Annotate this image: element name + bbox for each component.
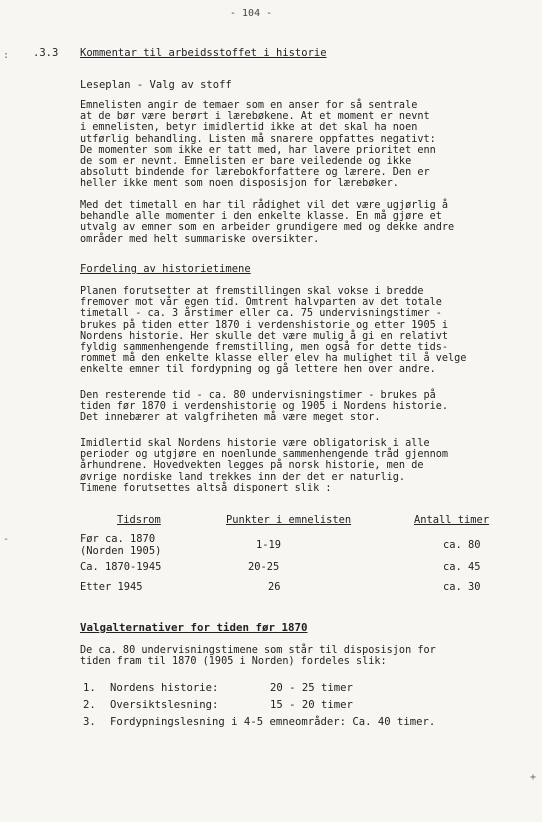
text-line: de som er nevnt. Emnelisten er bare veiledende og ikke (80, 156, 412, 168)
text-line: at de bør være berørt i lærebøkene. At et moment er nevnt (80, 111, 430, 123)
table-cell-timer: ca. 80 (443, 539, 481, 551)
list-number: 3. (83, 716, 96, 728)
text-line: timetall - ca. 3 årstimer eller ca. 75 undervisningstimer - (80, 308, 442, 320)
table-cell-timer: ca. 30 (443, 581, 481, 593)
paragraph-emnelisten (80, 100, 510, 190)
list-label: Oversiktslesning: (110, 699, 219, 711)
table-header-tidsrom: Tidsrom (117, 514, 161, 526)
text-line: Det innebærer at valgfriheten må være meget stor. (80, 412, 381, 424)
text-line: fyldig sammenhengende fremstilling, men også for dette tids- (80, 342, 449, 354)
table-header-antall: Antall timer (414, 514, 490, 526)
text-line: De momenter som ikke er tatt med, har lavere prioritet enn (80, 144, 436, 156)
list-number: 1. (83, 682, 96, 694)
paragraph-planen (80, 286, 510, 376)
margin-mark: - (3, 534, 10, 545)
text-line: århundrene. Hovedvekten legges på norsk historie, men de (80, 460, 424, 472)
paragraph-timetall (80, 200, 510, 245)
table-cell-tidsrom: Ca. 1870-1945 (80, 561, 162, 573)
text-line: absolutt bindende for lærebokforfattere og lærere. Den er (80, 167, 430, 179)
list-value: 20 - 25 timer (270, 682, 353, 694)
subheading-valgalternativer: Valgalternativer for tiden før 1870 (80, 621, 308, 634)
text-line: heller ikke ment som noen disposisjon for lærebøker. (80, 178, 399, 190)
table-cell-punkter: 1-19 (256, 539, 282, 551)
text-line: Den resterende tid - ca. 80 undervisningstimer - brukes på (80, 390, 436, 401)
text-line: De ca. 80 undervisningstimene som står til disposisjon for (80, 645, 436, 656)
list-label: Nordens historie: (110, 682, 219, 694)
text-line: rommet må den enkelte klasse eller elev ha mulighet til å velge (80, 353, 467, 365)
section-number: .3.3 (33, 47, 59, 59)
subheading-fordeling: Fordeling av historietimene (80, 263, 251, 275)
table-cell-tidsrom: Før ca. 1870 (Norden 1905) (80, 533, 162, 557)
table-cell-tidsrom: Etter 1945 (80, 581, 143, 593)
text-line: fremover mot vår egen tid. Omtrent halvparten av det totale (80, 297, 442, 309)
table-header-punkter: Punkter i emnelisten (226, 514, 352, 526)
text-line: utvalg av emner som en arbeider grundigere med og dekke andre (80, 222, 455, 234)
text-line: Nordens historie. Her skulle det være mulig å gi en relativt (80, 330, 449, 342)
text-line: utførlig behandling. Listen må snarere oppfattes negativt: (80, 133, 436, 145)
table-cell-punkter: 26 (268, 581, 281, 593)
text-line: Planen forutsetter at fremstillingen skal vokse i bredde (80, 286, 424, 297)
text-line: behandle alle momenter i den enkelte klasse. En må gjøre et (80, 211, 442, 223)
text-line: brukes på tiden etter 1870 i verdenshistorie og etter 1905 i (80, 319, 449, 331)
paragraph-undervisningstimer (80, 645, 510, 667)
text-line: tiden fram til 1870 (1905 i Norden) fordeles slik: (80, 656, 387, 668)
page-number: - 104 - (230, 8, 273, 19)
text-line: Med det timetall en har til rådighet vil det være ugjørlig å (80, 200, 449, 211)
list-label: Fordypningslesning i 4-5 emneområder: Ca. 40 timer. (110, 716, 436, 728)
table-cell-punkter: 20-25 (248, 561, 280, 573)
text-line: områder med helt summariske oversikter. (80, 233, 320, 245)
text-line: i emnelisten, betyr imidlertid ikke at det skal ha noen (80, 122, 418, 134)
text-line: perioder og utgjøre en noenlunde sammenhengende tråd gjennom (80, 449, 449, 461)
paragraph-resterende (80, 390, 510, 424)
text-line: enkelte emner til fordypning og gå lettere hen over andre. (80, 364, 436, 376)
text-line: Timene forutsettes altså disponert slik : (80, 482, 332, 494)
text-line: Imidlertid skal Nordens historie være obligatorisk i alle (80, 438, 430, 449)
margin-mark: : (3, 50, 10, 61)
section-title: Kommentar til arbeidsstoffet i historie (80, 47, 327, 59)
text-line: Emnelisten angir de temaer som en anser for så sentrale (80, 100, 418, 111)
text-line: tiden før 1870 i verdenshistorie og 1905 i Nordens historie. (80, 401, 449, 413)
margin-mark: + (530, 772, 537, 783)
list-value: 15 - 20 timer (270, 699, 353, 711)
subheading-leseplan: Leseplan - Valg av stoff (80, 79, 232, 91)
text-line: øvrige nordiske land trekkes inn der det er naturlig. (80, 471, 406, 483)
table-cell-timer: ca. 45 (443, 561, 481, 573)
paragraph-imidlertid (80, 438, 510, 494)
list-number: 2. (83, 699, 96, 711)
